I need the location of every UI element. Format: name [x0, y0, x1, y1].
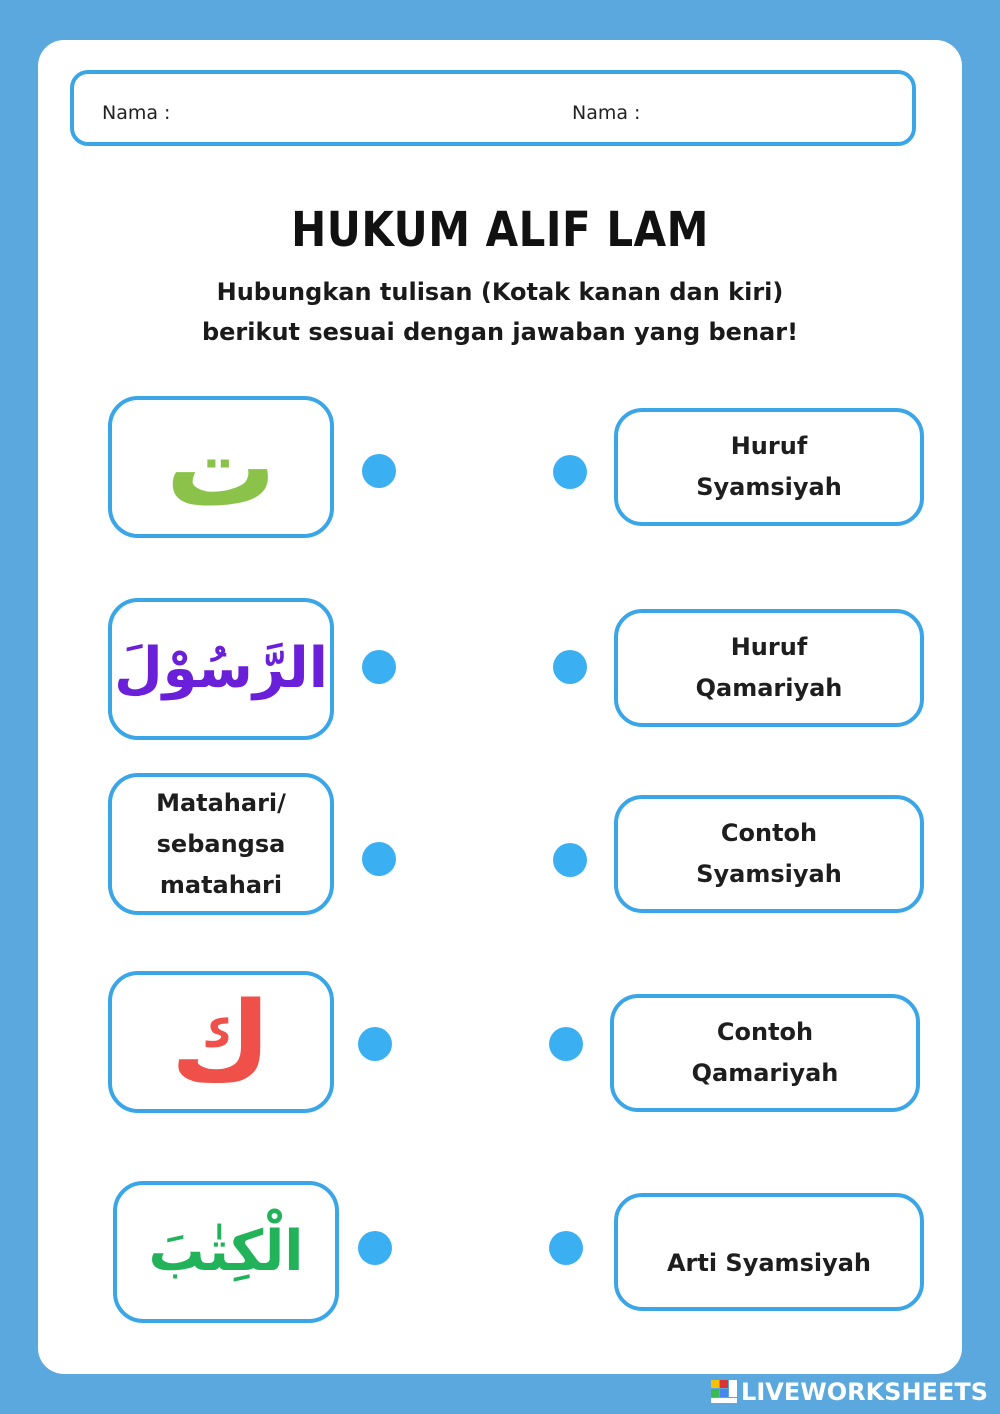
brand-text: LIVEWORKSHEETS [741, 1378, 988, 1406]
right-box-4[interactable] [610, 994, 920, 1112]
right-dot-3[interactable] [553, 843, 587, 877]
left-dot-2[interactable] [362, 650, 396, 684]
liveworksheets-icon [711, 1380, 737, 1404]
letter-ta: ت [165, 403, 277, 531]
letter-kaf: ك [170, 978, 272, 1106]
name-box [70, 70, 916, 146]
name-label-1: Nama : [102, 102, 171, 124]
left-box-5[interactable] [113, 1181, 339, 1323]
left-dot-1[interactable] [362, 454, 396, 488]
left-box-1[interactable] [108, 396, 334, 538]
right-box-3[interactable] [614, 795, 924, 913]
word-ar-rasul: الرَّسُوْلَ [114, 636, 328, 701]
name-label-2: Nama : [572, 102, 641, 124]
right-box-1[interactable] [614, 408, 924, 526]
left-box-2[interactable] [108, 598, 334, 740]
text-arti-syamsiyah: Arti Syamsiyah [666, 1248, 872, 1277]
left-dot-5[interactable] [358, 1231, 392, 1265]
left-dot-4[interactable] [358, 1027, 392, 1061]
right-dot-1[interactable] [553, 455, 587, 489]
right-dot-2[interactable] [553, 650, 587, 684]
left-box-4[interactable] [108, 971, 334, 1113]
right-box-2[interactable] [614, 609, 924, 727]
text-contoh-qamariyah: Contoh Qamariyah [691, 1018, 839, 1087]
word-al-kitab: الْكِتٰبَ [148, 1219, 304, 1284]
text-huruf-syamsiyah: Huruf Syamsiyah [696, 432, 842, 501]
text-contoh-syamsiyah: Contoh Syamsiyah [696, 819, 842, 888]
liveworksheets-logo[interactable] [711, 1378, 988, 1406]
right-dot-5[interactable] [549, 1231, 583, 1265]
page-title: HUKUM ALIF LAM [291, 201, 709, 258]
instruction-line-1: Hubungkan tulisan (Kotak kanan dan kiri) [216, 278, 784, 306]
right-box-5[interactable] [614, 1193, 924, 1311]
right-dot-4[interactable] [549, 1027, 583, 1061]
text-huruf-qamariyah: Huruf Qamariyah [695, 633, 843, 702]
left-box-3[interactable] [108, 773, 334, 915]
text-matahari: Matahari/ sebangsa matahari [156, 788, 286, 899]
instruction-line-2: berikut sesuai dengan jawaban yang benar! [201, 318, 799, 346]
left-dot-3[interactable] [362, 842, 396, 876]
